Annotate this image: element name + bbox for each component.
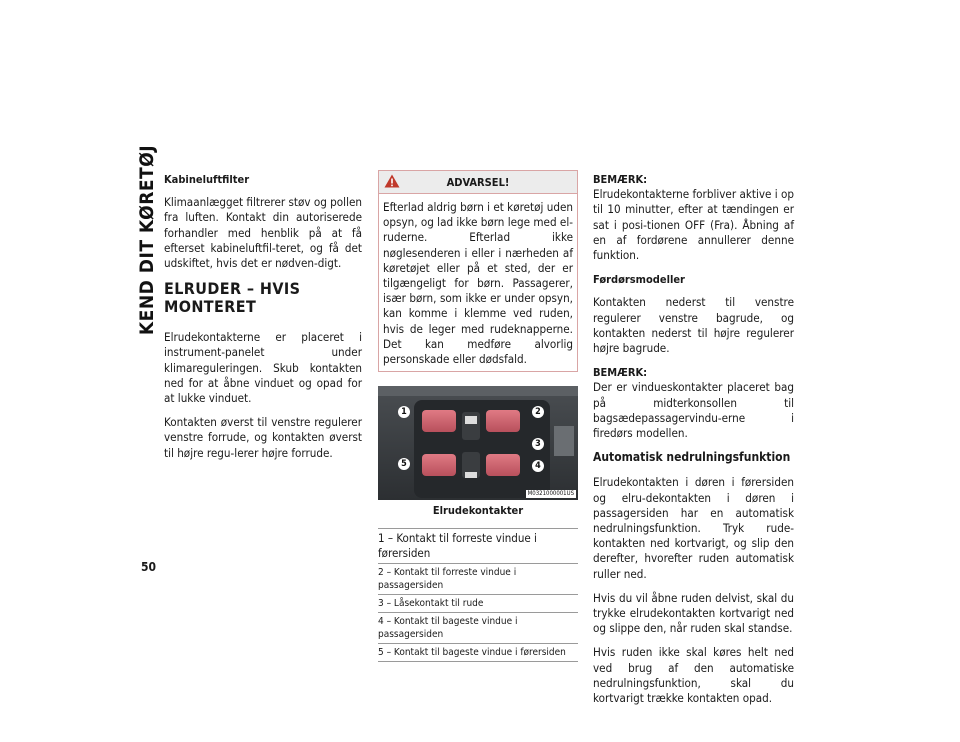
page-number: 50: [141, 560, 157, 574]
auto-down-text-2: Hvis du vil åbne ruden delvist, skal du trykke elrudekontakten kortvarigt ned og slippe den, når ruden skal standse.: [593, 590, 794, 636]
cabin-filter-heading: Kabineluftfilter: [164, 173, 250, 186]
callout-3: 3: [532, 438, 544, 450]
section-tab-label: KEND DIT KØRETØJ: [136, 144, 158, 336]
cabin-filter-text: Klimaanlægget filtrerer støv og pollen fra luften. Kontakt din autoriserede forhandler med henblik på at få efterset kabineluftfil-teret, og få det udskiftet, hvis det er nødven-digt.: [164, 195, 362, 271]
warning-header: [379, 171, 577, 194]
auto-down-text-3: Hvis ruden ikke skal køres helt ned ved brug af den automatiske nedrulningsfunktion, skal du kortvarigt trække kontakten opad.: [593, 645, 794, 706]
legend-item: 2 – Kontakt til forreste vindue i passagersiden: [378, 563, 578, 594]
driver-models-heading: Førdørsmodeller: [593, 273, 685, 287]
driver-models-text: Kontakten nederst til venstre regulerer venstre bagrude, og kontakten nederst til højre regulerer højre bagrude.: [593, 295, 794, 356]
column-right: [593, 172, 794, 715]
power-windows-heading: ELRUDER – HVIS MONTERET: [164, 279, 301, 317]
warning-body: [379, 194, 577, 371]
callout-4: 4: [532, 460, 544, 472]
legend-item: 5 – Kontakt til bageste vindue i førersiden: [378, 643, 578, 661]
note-1-text: Elrudekontakterne forbliver aktive i op til 10 minutter, efter at tændingen er sat i posi-tionen OFF (Fra). Åbning af en af fordørene annullerer denne funktion.: [593, 187, 794, 263]
auto-down-heading: Automatisk nedrulningsfunktion: [593, 450, 791, 465]
note-1-label: BEMÆRK:: [593, 173, 648, 186]
column-middle: [378, 170, 578, 662]
figure-caption: Elrudekontakter: [432, 504, 524, 518]
callout-2: 2: [532, 406, 544, 418]
note-2-text: Der er vindueskontakter placeret bag på midterkonsollen til bagsædepassagervindu-erne i firedørs modellen.: [593, 380, 794, 441]
power-windows-text-1: Elrudekontakterne er placeret i instrument-panelet under klimareguleringen. Skub kontakten ned for at åbne vinduet og opad for at lukke vinduet.: [164, 330, 362, 406]
section-tab: [134, 144, 160, 336]
auto-down-text-1: Elrudekontakten i døren i førersiden og elru-dekontakten i døren i passagersiden har en automatisk nedrulningsfunktion. Tryk rude-kontakten ned kortvarigt, og slip den derefter, hvorefter ruden automatisk ruller ned.: [593, 475, 794, 581]
callout-1: 1: [398, 406, 410, 418]
legend-item: 1 – Kontakt til forreste vindue i førersiden: [378, 531, 537, 561]
figure-legend: [378, 528, 578, 662]
window-switch-photo: [378, 386, 578, 500]
column-left: [164, 172, 362, 470]
note-2-label: BEMÆRK:: [593, 366, 648, 380]
legend-item: 3 – Låsekontakt til rude: [378, 594, 578, 612]
figure-code: M0321000001US: [527, 490, 574, 498]
power-windows-text-2: Kontakten øverst til venstre regulerer venstre forrude, og kontakten øverst til højre regu-lerer højre forrude.: [164, 415, 362, 460]
warning-text: Efterlad aldrig børn i et køretøj uden opsyn, og lad ikke børn lege med el-ruderne. Efterlad ikke nøglesenderen i eller i nærheden af køretøjet eller på et sted, der er tilgængeligt for børn. Passagerer, især børn, som ikke er under opsyn, kan komme i klemme ved ruden, hvis de leger med rudeknapperne. Det kan medføre alvorlig personskade eller dødsfald.: [383, 200, 573, 367]
switch-panel-illustration: [378, 386, 578, 500]
legend-item: 4 – Kontakt til bageste vindue i passagersiden: [378, 612, 578, 643]
callout-5: 5: [398, 458, 410, 470]
warning-title: ADVARSEL!: [446, 176, 510, 189]
warning-box: [378, 170, 578, 372]
